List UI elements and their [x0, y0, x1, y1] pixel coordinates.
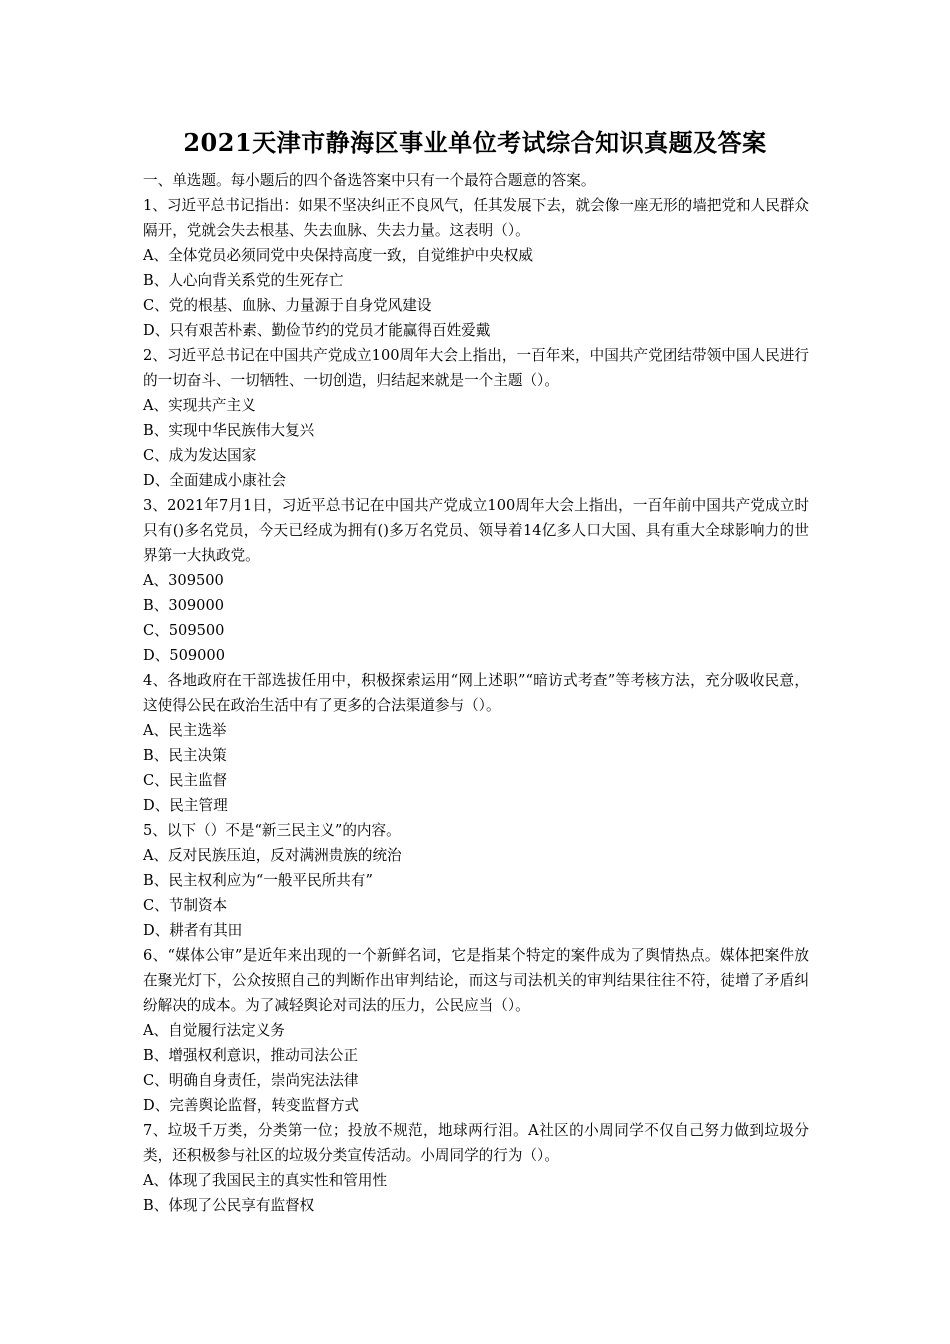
question-1-stem: 1、习近平总书记指出：如果不坚决纠正不良风气，任其发展下去，就会像一座无形的墙把党和人民群众隔开，党就会失去根基、失去血脉、失去力量。这表明（）。	[143, 197, 810, 239]
question-3-option-c: C、509500	[143, 622, 225, 639]
question-1-option-b: B、人心向背关系党的生死存亡	[143, 272, 344, 289]
question-2-option-a: A、实现共产主义	[143, 397, 256, 414]
question-1-option-c: C、党的根基、血脉、力量源于自身党风建设	[143, 297, 432, 314]
question-6-option-c: C、明确自身责任，崇尚宪法法律	[143, 1072, 359, 1089]
question-3-option-d: D、509000	[143, 647, 226, 664]
question-5-option-b: B、民主权利应为“一般平民所共有”	[143, 872, 373, 889]
question-2-option-c: C、成为发达国家	[143, 447, 257, 464]
question-4-option-c: C、民主监督	[143, 772, 228, 789]
section-heading: 一、单选题。每小题后的四个备选答案中只有一个最符合题意的答案。	[143, 172, 596, 189]
question-4-option-b: B、民主决策	[143, 747, 227, 764]
page-title: 2021天津市静海区事业单位考试综合知识真题及答案	[183, 128, 767, 157]
question-3-stem: 3、2021年7月1日，习近平总书记在中国共产党成立100周年大会上指出，一百年前中国共产党成立时只有()多名党员，今天已经成为拥有()多万名党员、领导着14亿多人口大国、具有重大全球影响力的世界第一大执政党。	[143, 497, 809, 564]
question-5-option-d: D、耕者有其田	[143, 922, 243, 939]
question-1-option-a: A、全体党员必须同党中央保持高度一致，自觉维护中央权威	[143, 247, 533, 264]
question-4-option-d: D、民主管理	[143, 797, 228, 814]
question-2-option-d: D、全面建成小康社会	[143, 472, 287, 489]
document-body	[143, 168, 809, 1218]
question-7-option-a: A、体现了我国民主的真实性和管用性	[143, 1172, 388, 1189]
question-7-stem: 7、垃圾千万类，分类第一位；投放不规范，地球两行泪。A社区的小周同学不仅自己努力做到垃圾分类，还积极参与社区的垃圾分类宣传活动。小周同学的行为（）。	[143, 1122, 809, 1164]
question-5-option-a: A、反对民族压迫，反对满洲贵族的统治	[143, 847, 402, 864]
question-5-stem: 5、以下（）不是“新三民主义”的内容。	[143, 822, 401, 839]
question-5-option-c: C、节制资本	[143, 897, 228, 914]
question-2-option-b: B、实现中华民族伟大复兴	[143, 422, 315, 439]
question-2-stem: 2、习近平总书记在中国共产党成立100周年大会上指出，一百年来，中国共产党团结带领中国人民进行的一切奋斗、一切牺牲、一切创造，归结起来就是一个主题（）。	[143, 347, 809, 389]
question-7-option-b: B、体现了公民享有监督权	[143, 1197, 315, 1214]
question-3-option-b: B、309000	[143, 597, 225, 614]
question-6-option-d: D、完善舆论监督，转变监督方式	[143, 1097, 360, 1114]
question-4-stem: 4、各地政府在干部选拔任用中，积极探索运用“网上述职”“暗访式考查”等考核方法，充分吸收民意，这使得公民在政治生活中有了更多的合法渠道参与（）。	[143, 672, 809, 714]
question-6-option-b: B、增强权利意识，推动司法公正	[143, 1047, 359, 1064]
question-6-stem: 6、“媒体公审”是近年来出现的一个新鲜名词，它是指某个特定的案件成为了舆情热点。媒体把案件放在聚光灯下，公众按照自己的判断作出审判结论，而这与司法机关的审判结果往往不符，徒增了矛盾纠纷解决的成本。为了减轻舆论对司法的压力，公民应当（）。	[143, 947, 809, 1014]
question-3-option-a: A、309500	[143, 572, 224, 589]
question-4-option-a: A、民主选举	[143, 722, 227, 739]
question-1-option-d: D、只有艰苦朴素、勤俭节约的党员才能赢得百姓爱戴	[143, 322, 491, 339]
question-6-option-a: A、自觉履行法定义务	[143, 1022, 285, 1039]
